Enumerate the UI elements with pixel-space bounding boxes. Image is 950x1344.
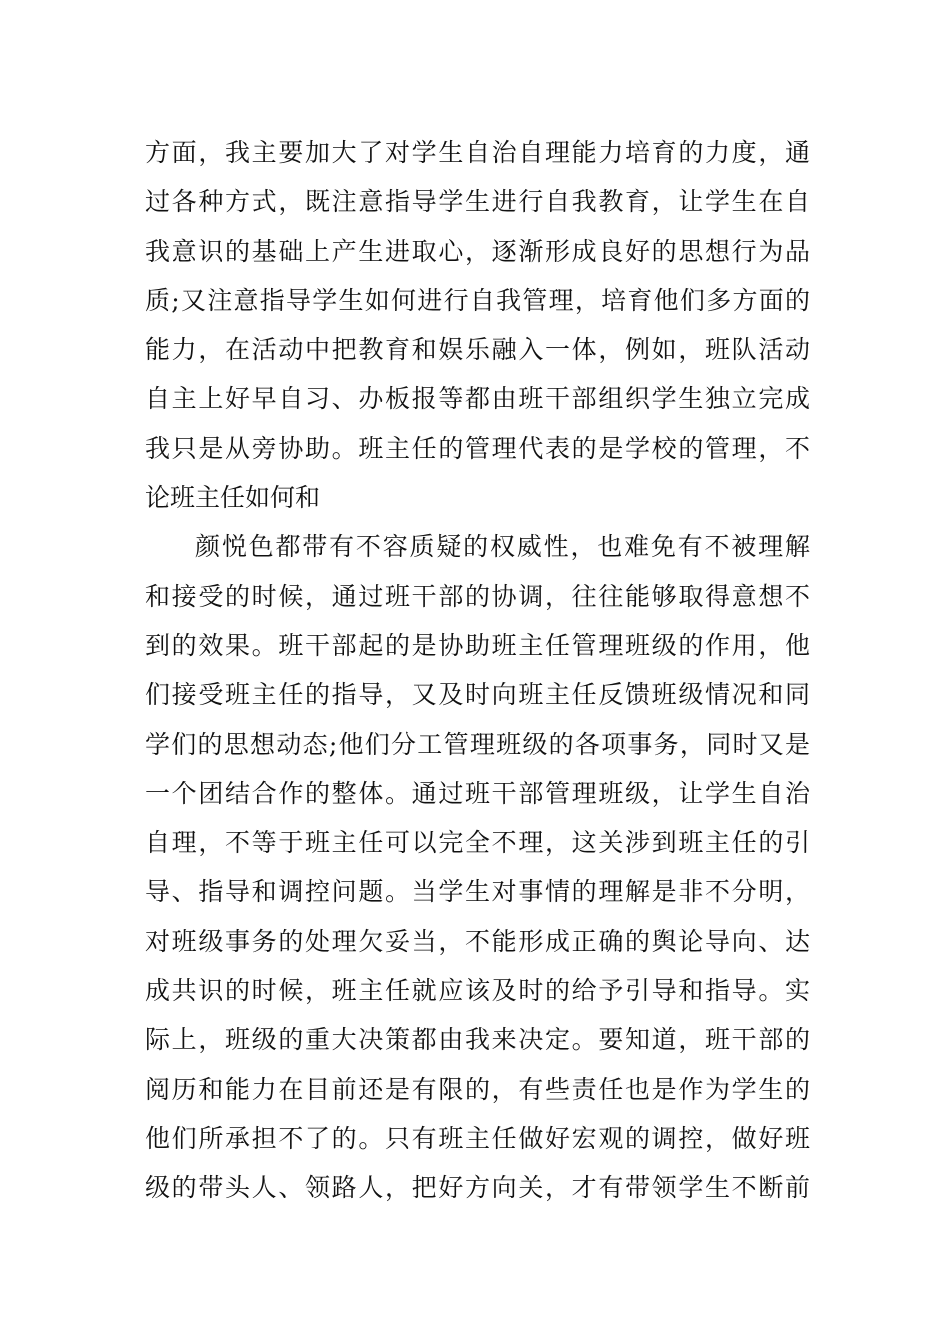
text-line: 和接受的时候，通过班干部的协调，往往能够取得意想不 [145,581,810,611]
paragraph-first-line: 颜悦色都带有不容质疑的权威性，也难免有不被理解 [195,532,810,562]
text-line: 阅历和能力在目前还是有限的，有些责任也是作为学生的 [145,1074,810,1104]
text-line: 能力，在活动中把教育和娱乐融入一体，例如，班队活动 [145,335,810,365]
text-line: 一个团结合作的整体。通过班干部管理班级，让学生自治 [145,778,810,808]
text-line: 质;又注意指导学生如何进行自我管理，培育他们多方面的 [145,285,810,315]
text-line: 我只是从旁协助。班主任的管理代表的是学校的管理，不 [145,433,810,463]
text-line: 到的效果。班干部起的是协助班主任管理班级的作用，他 [145,630,810,660]
text-line: 对班级事务的处理欠妥当，不能形成正确的舆论导向、达 [145,926,810,956]
text-line: 方面，我主要加大了对学生自治自理能力培育的力度，通 [145,138,810,167]
text-line: 们接受班主任的指导，又及时向班主任反馈班级情况和同 [145,680,810,710]
text-line: 过各种方式，既注意指导学生进行自我教育，让学生在自 [145,187,810,217]
text-line: 论班主任如何和 [145,483,321,513]
text-line: 自主上好早自习、办板报等都由班干部组织学生独立完成 [145,384,810,414]
text-line: 成共识的时候，班主任就应该及时的给予引导和指导。实 [145,976,810,1006]
text-line: 他们所承担不了的。只有班主任做好宏观的调控，做好班 [145,1123,810,1153]
body-text [145,128,810,1213]
text-line: 学们的思想动态;他们分工管理班级的各项事务，同时又是 [145,729,810,759]
text-line: 我意识的基础上产生进取心，逐渐形成良好的思想行为品 [145,236,810,266]
text-line: 导、指导和调控问题。当学生对事情的理解是非不分明， [145,877,810,907]
text-line: 自理，不等于班主任可以完全不理，这关涉到班主任的引 [145,828,810,858]
text-line: 际上，班级的重大决策都由我来决定。要知道，班干部的 [145,1025,810,1055]
text-line: 级的带头人、领路人，把好方向关，才有带领学生不断前 [145,1173,810,1203]
